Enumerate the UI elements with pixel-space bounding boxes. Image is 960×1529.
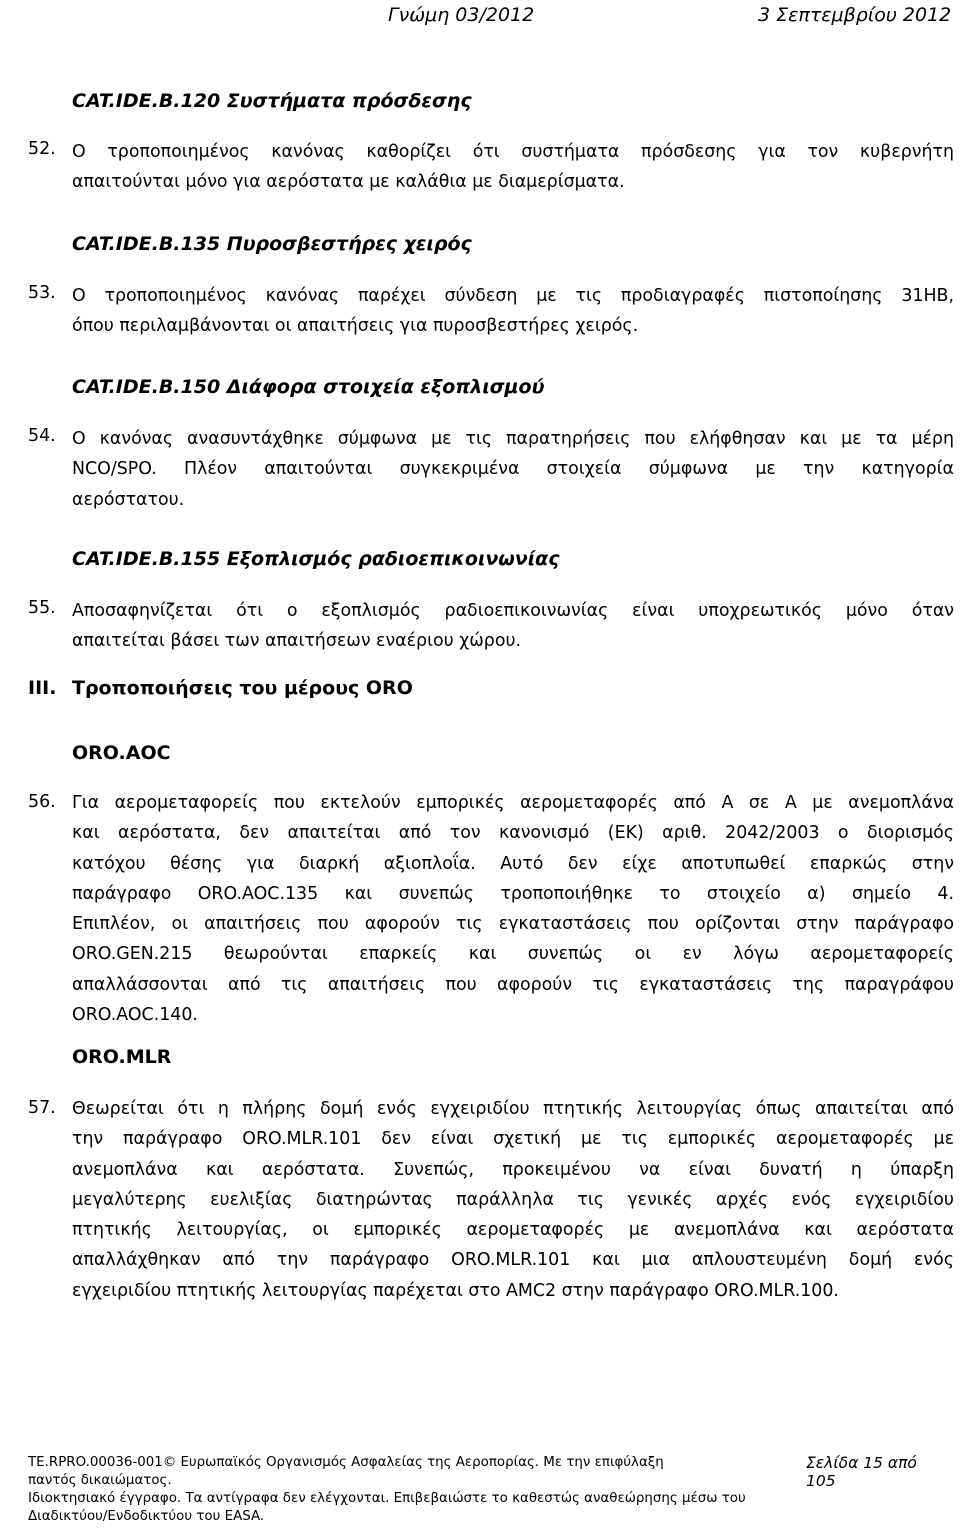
text-line: ORO.GEN.215 θεωρούνται επαρκείς και συνεπώς οι εν λόγω αερομεταφορείς (72, 944, 954, 965)
text-line: Θεωρείται ότι η πλήρης δομή ενός εγχειριδίου πτητικής λειτουργίας όπως απαιτείται από (72, 1099, 954, 1119)
footer-proprietary-notice-cont: Διαδικτύου/Ενδοδικτύου του EASA. (28, 1509, 265, 1524)
subsection-heading-oro-mlr: ORO.MLR (72, 1046, 172, 1068)
text-line: Ο τροποποιημένος κανόνας καθορίζει ότι συστήματα πρόσδεσης για τον κυβερνήτη (72, 142, 954, 162)
paragraph-number: 53. (28, 283, 56, 303)
paragraph-52 (72, 137, 954, 198)
page-footer (28, 1454, 928, 1526)
page-number: Σελίδα 15 από 105 (806, 1454, 917, 1490)
text-line: Επιπλέον, οι απαιτήσεις που αφορούν τις εγκαταστάσεις που ορίζονται στην παράγραφο (72, 914, 954, 935)
subsection-heading-oro-aoc: ORO.AOC (72, 742, 171, 764)
footer-proprietary-notice: Ιδιοκτησιακό έγγραφο. Τα αντίγραφα δεν ελέγχονται. Επιβεβαιώστε το καθεστώς αναθεώρησης μέσω του (28, 1491, 746, 1506)
text-line: όπου περιλαμβάνονται οι απαιτήσεις για πυροσβεστήρες χειρός. (72, 316, 639, 337)
text-line: απαιτείται βάσει των απαιτήσεων εναέριου χώρου. (72, 631, 522, 652)
section-heading-cat-ide-b-120: CAT.IDE.B.120 Συστήματα πρόσδεσης (72, 90, 472, 112)
header-date: 3 Σεπτεμβρίου 2012 (758, 4, 952, 26)
paragraph-56 (72, 788, 954, 1030)
text-line: την παράγραφο ORO.MLR.101 δεν είναι σχετική με τις εμπορικές αερομεταφορές με (72, 1129, 954, 1150)
paragraph-number: 55. (28, 598, 56, 618)
text-line: και αερόστατα, δεν απαιτείται από τον κανονισμό (ΕΚ) αριθ. 2042/2003 ο διορισμός (72, 823, 954, 844)
text-line: πτητικής λειτουργίας, οι εμπορικές αερομεταφορές με ανεμοπλάνα και αερόστατα (72, 1220, 954, 1241)
text-line: κατόχου θέσης για διαρκή αξιοπλοΐα. Αυτό δεν είχε αποτυπωθεί επαρκώς στην (72, 853, 954, 874)
text-line: εγχειριδίου πτητικής λειτουργίας παρέχεται στο AMC2 στην παράγραφο ORO.MLR.100. (72, 1280, 839, 1301)
footer-copyright: TE.RPRO.00036-001© Ευρωπαϊκός Οργανισμός Ασφαλείας της Αεροπορίας. Με την επιφύλαξη (28, 1455, 664, 1470)
paragraph-number: 52. (28, 139, 56, 159)
text-line: Ο τροποποιημένος κανόνας παρέχει σύνδεση με τις προδιαγραφές πιστοποίησης 31HB, (72, 286, 954, 306)
text-line: Αποσαφηνίζεται ότι ο εξοπλισμός ραδιοεπικοινωνίας είναι υποχρεωτικός μόνο όταν (72, 601, 954, 621)
section-heading-cat-ide-b-155: CAT.IDE.B.155 Εξοπλισμός ραδιοεπικοινωνίας (72, 548, 560, 570)
text-line: Για αερομεταφορείς που εκτελούν εμπορικές αερομεταφορές από Α σε Α με ανεμοπλάνα (72, 793, 954, 813)
text-line: παράγραφο ORO.AOC.135 και συνεπώς τροποποιήθηκε το στοιχείο α) σημείο 4. (72, 883, 954, 904)
paragraph-number: 56. (28, 792, 56, 812)
footer-copyright-cont: παντός δικαιώματος. (28, 1473, 172, 1488)
paragraph-54 (72, 424, 954, 515)
text-line: αερόστατου. (72, 489, 185, 510)
paragraph-55 (72, 596, 954, 657)
section-heading-cat-ide-b-135: CAT.IDE.B.135 Πυροσβεστήρες χειρός (72, 233, 472, 255)
part-number: III. (28, 677, 57, 699)
part-heading: Τροποποιήσεις του μέρους ORO (72, 677, 413, 699)
paragraph-number: 54. (28, 426, 56, 446)
text-line: NCO/SPO. Πλέον απαιτούνται συγκεκριμένα στοιχεία σύμφωνα με την κατηγορία (72, 459, 954, 480)
section-heading-cat-ide-b-150: CAT.IDE.B.150 Διάφορα στοιχεία εξοπλισμού (72, 376, 545, 398)
text-line: μεγαλύτερης ευελιξίας διατηρώντας παράλληλα τις γενικές αρχές ενός εγχειριδίου (72, 1189, 954, 1210)
header-document-title: Γνώμη 03/2012 (388, 4, 535, 26)
text-line: απαλλάσσονται από τις απαιτήσεις που αφορούν τις εγκαταστάσεις της παραγράφου (72, 974, 954, 995)
paragraph-57 (72, 1094, 954, 1306)
text-line: απαιτούνται μόνο για αερόστατα με καλάθια με διαμερίσματα. (72, 172, 625, 193)
text-line: Ο κανόνας ανασυντάχθηκε σύμφωνα με τις παρατηρήσεις που ελήφθησαν και με τα μέρη (72, 429, 954, 449)
text-line: απαλλάχθηκαν από την παράγραφο ORO.MLR.101 και μια απλουστευμένη δομή ενός (72, 1250, 954, 1271)
text-line: ORO.AOC.140. (72, 1005, 198, 1026)
paragraph-number: 57. (28, 1098, 56, 1118)
text-line: ανεμοπλάνα και αερόστατα. Συνεπώς, προκειμένου να είναι δυνατή η ύπαρξη (72, 1159, 954, 1180)
paragraph-53 (72, 281, 954, 342)
